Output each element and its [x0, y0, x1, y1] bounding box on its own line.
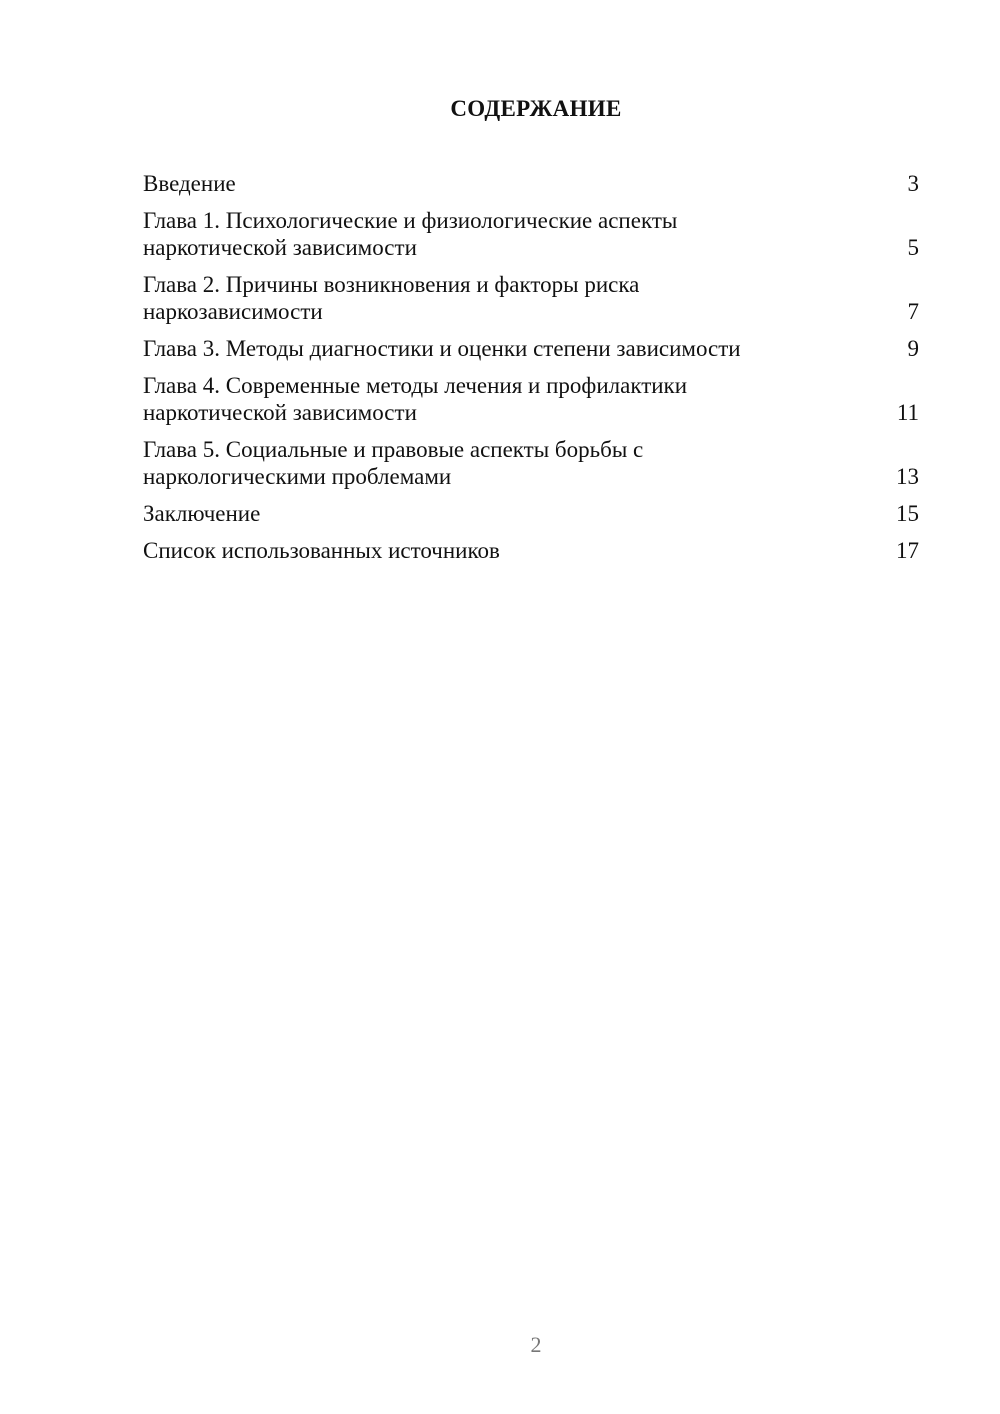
toc-entry-line: наркозависимости — [143, 299, 323, 324]
toc-entry-line: Заключение — [143, 501, 261, 526]
page-title: СОДЕРЖАНИЕ — [450, 96, 622, 121]
toc-entry-title — [143, 372, 889, 426]
toc-entry-title — [143, 170, 889, 197]
toc-entry-line: Введение — [143, 171, 236, 196]
toc-entry-chapter-1 — [143, 207, 919, 261]
toc-entry-chapter-4 — [143, 372, 919, 426]
toc-entry-page: 11 — [896, 400, 919, 425]
toc-entry-title — [143, 271, 889, 325]
toc-entry-references — [143, 537, 919, 564]
page-number: 2 — [530, 1332, 542, 1357]
toc-entry-introduction — [143, 170, 919, 197]
toc-entry-chapter-5 — [143, 436, 919, 490]
toc-entry-line: Глава 4. Современные методы лечения и профилактики — [143, 373, 688, 398]
toc-entry-title — [143, 335, 889, 362]
table-of-contents — [143, 170, 919, 574]
toc-entry-line: наркотической зависимости — [143, 235, 417, 260]
toc-entry-page: 5 — [907, 235, 919, 260]
toc-entry-title — [143, 207, 889, 261]
toc-entry-page: 13 — [896, 464, 919, 489]
toc-entry-title — [143, 537, 889, 564]
toc-entry-line: Список использованных источников — [143, 538, 500, 563]
toc-entry-line: Глава 3. Методы диагностики и оценки степени зависимости — [143, 336, 741, 361]
toc-entry-line: Глава 2. Причины возникновения и факторы риска — [143, 272, 640, 297]
toc-entry-title — [143, 436, 889, 490]
toc-entry-page: 3 — [907, 171, 919, 196]
toc-entry-line: Глава 1. Психологические и физиологические аспекты — [143, 208, 678, 233]
toc-entry-chapter-2 — [143, 271, 919, 325]
toc-entry-page: 15 — [896, 501, 919, 526]
toc-entry-page: 9 — [907, 336, 919, 361]
toc-entry-conclusion — [143, 500, 919, 527]
toc-entry-line: наркотической зависимости — [143, 400, 417, 425]
toc-entry-line: Глава 5. Социальные и правовые аспекты борьбы с — [143, 437, 644, 462]
toc-entry-page: 7 — [907, 299, 919, 324]
toc-entry-title — [143, 500, 889, 527]
toc-entry-chapter-3 — [143, 335, 919, 362]
toc-entry-line: наркологическими проблемами — [143, 464, 452, 489]
toc-entry-page: 17 — [896, 538, 919, 563]
